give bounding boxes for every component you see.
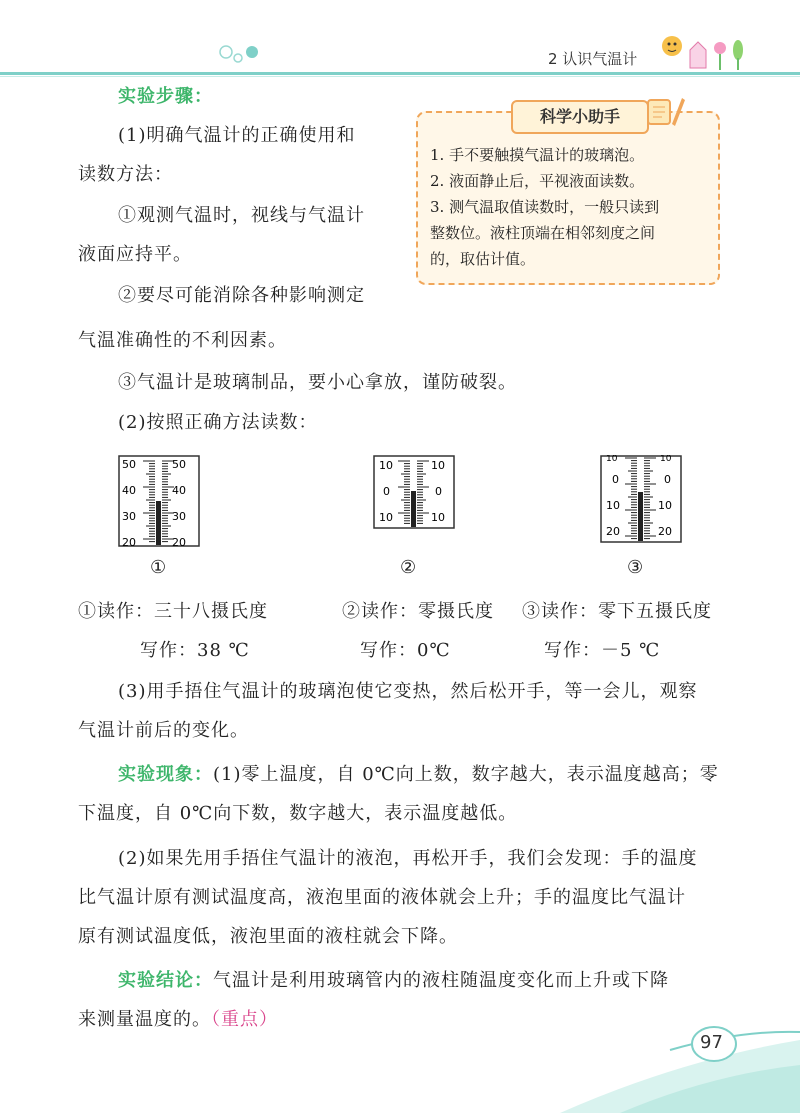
tick-label: 0 bbox=[435, 485, 442, 498]
tick-label: 20 bbox=[606, 525, 620, 538]
step-line: (1)明确气温计的正确使用和 bbox=[118, 125, 356, 146]
conclusion-line-2 bbox=[78, 1007, 278, 1033]
tick-label: 50 bbox=[172, 458, 186, 471]
header-rule-thin bbox=[0, 76, 800, 77]
tick-label: 40 bbox=[172, 484, 186, 497]
conclusion-text: 气温计是利用玻璃管内的液柱随温度变化而上升或下降 bbox=[213, 970, 669, 991]
tick-label: 10 bbox=[658, 499, 672, 512]
conclusion-text: 来测量温度的。 bbox=[78, 1009, 211, 1030]
helper-tip: 整数位。液柱顶端在相邻刻度之间 bbox=[430, 224, 656, 242]
reading-3: ③读作：零下五摄氏度 bbox=[522, 601, 712, 622]
science-helper-title: 科学小助手 bbox=[511, 100, 649, 134]
liquid-column bbox=[411, 491, 416, 527]
thermometer-2 bbox=[373, 455, 455, 529]
tick-label: 10 bbox=[379, 459, 393, 472]
step-line: ①观测气温时，视线与气温计 bbox=[118, 205, 365, 226]
conclusion-heading: 实验结论： bbox=[118, 970, 213, 991]
liquid-column bbox=[638, 492, 643, 541]
thermometer-3 bbox=[600, 455, 682, 543]
tick-label: 10 bbox=[660, 455, 672, 464]
thermometer-1-label: ① bbox=[150, 557, 167, 578]
cartoon-flowers-icon bbox=[650, 28, 750, 72]
phenomenon-heading: 实验现象： bbox=[118, 764, 213, 785]
chapter-title: 2 认识气温计 bbox=[548, 50, 638, 68]
step-line: (2)按照正确方法读数： bbox=[118, 412, 318, 433]
tick-label: 20 bbox=[122, 536, 136, 547]
header-rule bbox=[0, 72, 800, 75]
phenomenon-line: 原有测试温度低，液泡里面的液柱就会下降。 bbox=[78, 926, 458, 947]
thermometer-1 bbox=[118, 455, 200, 547]
helper-tip: 2. 液面静止后，平视液面读数。 bbox=[430, 172, 645, 190]
step-line: ②要尽可能消除各种影响测定 bbox=[118, 285, 365, 306]
step3-line: (3)用手捂住气温计的玻璃泡使它变热，然后松开手，等一会儿，观察 bbox=[118, 681, 698, 702]
written-1: 写作：38 ℃ bbox=[140, 640, 250, 661]
conclusion-line-1 bbox=[118, 968, 669, 994]
written-2: 写作：0℃ bbox=[360, 640, 451, 661]
step-line: ③气温计是玻璃制品，要小心拿放，谨防破裂。 bbox=[118, 372, 517, 393]
tick-label: 0 bbox=[612, 473, 619, 486]
thermometer-2-label: ② bbox=[400, 557, 417, 578]
tick-label: 0 bbox=[383, 485, 390, 498]
step-line: 气温准确性的不利因素。 bbox=[78, 330, 287, 351]
tick-label: 10 bbox=[606, 455, 618, 464]
written-3: 写作：－5 ℃ bbox=[544, 640, 661, 661]
liquid-column bbox=[156, 501, 161, 545]
steps-heading: 实验步骤： bbox=[118, 86, 213, 107]
helper-tip: 的，取估计值。 bbox=[430, 250, 536, 268]
key-point-tag: （重点） bbox=[211, 1009, 278, 1030]
step-line: 液面应持平。 bbox=[78, 244, 192, 265]
footer-wave-decoration bbox=[560, 1020, 800, 1113]
tick-label: 30 bbox=[122, 510, 136, 523]
reading-2: ②读作：零摄氏度 bbox=[342, 601, 494, 622]
tick-label: 10 bbox=[431, 511, 445, 524]
tick-label: 10 bbox=[431, 459, 445, 472]
tick-label: 10 bbox=[379, 511, 393, 524]
phenomenon-line: 下温度，自 0℃向下数，数字越大，表示温度越低。 bbox=[78, 803, 518, 824]
tick-label: 40 bbox=[122, 484, 136, 497]
helper-tip: 1. 手不要触摸气温计的玻璃泡。 bbox=[430, 146, 645, 164]
pencil-icon bbox=[646, 94, 686, 130]
page-number: 97 bbox=[700, 1032, 723, 1053]
tick-label: 20 bbox=[658, 525, 672, 538]
thermometer-3-label: ③ bbox=[627, 557, 644, 578]
helper-tip: 3. 测气温取值读数时，一般只读到 bbox=[430, 198, 660, 216]
tick-label: 30 bbox=[172, 510, 186, 523]
step3-line: 气温计前后的变化。 bbox=[78, 720, 249, 741]
tick-label: 20 bbox=[172, 536, 186, 547]
tick-label: 10 bbox=[606, 499, 620, 512]
phenomenon-line: (2)如果先用手捂住气温计的液泡，再松开手，我们会发现：手的温度 bbox=[118, 848, 698, 869]
reading-1: ①读作：三十八摄氏度 bbox=[78, 601, 268, 622]
phenomenon-text: (1)零上温度，自 0℃向上数，数字越大，表示温度越高；零 bbox=[213, 764, 719, 785]
phenomenon-line-1 bbox=[118, 762, 719, 788]
tick-label: 0 bbox=[664, 473, 671, 486]
decorative-circles-icon bbox=[218, 38, 268, 68]
tick-label: 50 bbox=[122, 458, 136, 471]
step-line: 读数方法： bbox=[78, 164, 173, 185]
phenomenon-line: 比气温计原有测试温度高，液泡里面的液体就会上升；手的温度比气温计 bbox=[78, 887, 686, 908]
